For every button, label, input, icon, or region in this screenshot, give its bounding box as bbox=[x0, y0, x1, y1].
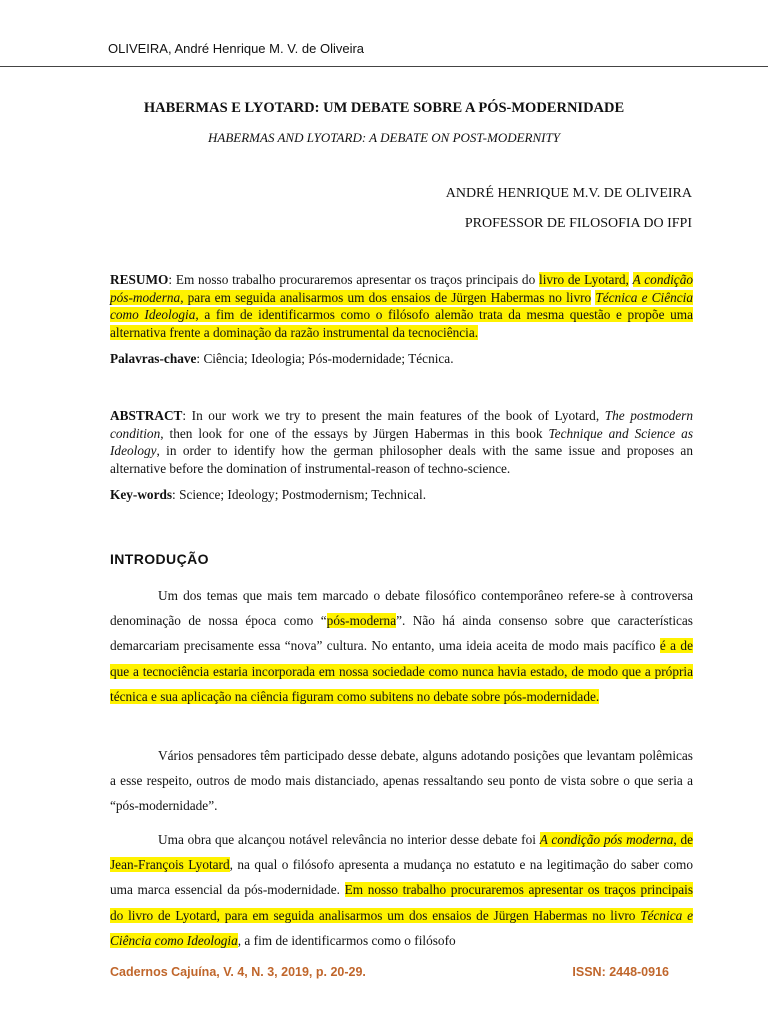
intro-highlight: , de Jean-François Lyotard bbox=[110, 832, 693, 873]
intro-text: , a fim de identificarmos como o filósofo bbox=[237, 932, 456, 948]
author-affiliation: PROFESSOR DE FILOSOFIA DO IFPI bbox=[464, 216, 692, 231]
intro-book-title: Técnica e Ciência como Ideologia bbox=[110, 907, 693, 948]
header-rule bbox=[0, 66, 768, 67]
intro-book-title: A condição pós moderna bbox=[539, 832, 674, 847]
paper-title: HABERMAS E LYOTARD: UM DEBATE SOBRE A PÓS-MODERNIDADE bbox=[143, 100, 625, 116]
resumo-book-title: A condição pós-moderna bbox=[110, 272, 694, 305]
intro-highlight: pós-moderna bbox=[326, 613, 397, 629]
abstract-book-title: The postmodern condition bbox=[110, 408, 694, 441]
intro-text: Uma obra que alcançou notável relevância no interior desse debate foi bbox=[158, 832, 540, 847]
intro-paragraph-1 bbox=[110, 583, 693, 709]
intro-text: Vários pensadores têm participado desse debate, alguns adotando posições que levantam polêmicas a esse respeito, outros de modo mais distanciado, apenas ressaltando seu ponto de vista sobre o que seria a “pós-modernidade”. bbox=[110, 748, 693, 814]
footer-issn: ISSN: 2448-0916 bbox=[572, 965, 669, 979]
footer-journal: Cadernos Cajuína, V. 4, N. 3, 2019, p. 20-29. bbox=[110, 965, 366, 979]
intro-text: , na qual o filósofo apresenta a mudança no estatuto e na legitimação do saber como uma marca essencial da pós-modernidade. bbox=[110, 857, 694, 898]
section-heading-introducao: INTRODUÇÃO bbox=[110, 551, 209, 567]
intro-highlight: Em nosso trabalho procuraremos apresentar os traços principais do livro de Lyotard, para em seguida analisarmos um dos ensaios de Jürgen Habermas no livro bbox=[110, 882, 693, 923]
intro-text: Um dos temas que mais tem marcado o debate filosófico contemporâneo refere-se à controversa denominação de nossa época como “ bbox=[110, 588, 693, 629]
abstract-text: : In our work we try to present the main features of the book of Lyotard, bbox=[182, 408, 605, 423]
resumo-text: : Em nosso trabalho procuraremos apresentar os traços principais do bbox=[168, 272, 539, 287]
resumo-label: RESUMO bbox=[110, 272, 169, 287]
abstract-text: , then look for one of the essays by Jürgen Habermas in this book bbox=[160, 425, 549, 441]
abstract-book-title: Technique and Science as Ideology bbox=[110, 425, 694, 458]
palavras-label: Palavras-chave bbox=[110, 351, 197, 366]
running-head: OLIVEIRA, André Henrique M. V. de Oliveira bbox=[108, 41, 365, 56]
resumo-book-title: Técnica e Ciência como Ideologia bbox=[110, 289, 694, 322]
palavras-text: : Ciência; Ideologia; Pós-modernidade; Técnica. bbox=[196, 351, 454, 366]
resumo-highlight: , a fim de identificarmos como o filósofo alemão trata da mesma questão e propõe uma alternativa frente a dominação da razão instrumental da tecnociência. bbox=[110, 307, 693, 340]
keywords-label: Key-words bbox=[110, 487, 173, 502]
intro-paragraph-2 bbox=[110, 743, 693, 819]
palavras-chave bbox=[110, 351, 454, 367]
intro-paragraph-3 bbox=[110, 827, 693, 953]
paper-subtitle: HABERMAS AND LYOTARD: A DEBATE ON POST-MODERNITY bbox=[208, 130, 560, 145]
resumo-paragraph bbox=[110, 271, 693, 341]
abstract-text: , in order to identify how the german philosopher deals with the same issue and proposes an alternative before the domination of instrumental-reason of techno-science. bbox=[110, 443, 693, 476]
intro-text: ”. Não há ainda consenso sobre que características demarcariam precisamente essa “nova” cultura. No entanto, uma ideia aceita de modo mais pacífico bbox=[110, 613, 693, 654]
intro-highlight: é a de que a tecnociência estaria incorporada em nossa sociedade como nunca havia estado, de modo que a própria técnica e sua aplicação na ciência figuram como subitens no debate sobre pós-modernidade. bbox=[110, 638, 693, 704]
abstract-paragraph bbox=[110, 407, 693, 477]
keywords bbox=[110, 487, 426, 503]
resumo-highlight: , para em seguida analisarmos um dos ensaios de Jürgen Habermas no livro bbox=[180, 289, 592, 305]
resumo-highlight: livro de Lyotard, bbox=[539, 272, 629, 287]
abstract-label: ABSTRACT bbox=[110, 408, 183, 423]
keywords-text: : Science; Ideology; Postmodernism; Technical. bbox=[172, 487, 427, 502]
author-name: ANDRÉ HENRIQUE M.V. DE OLIVEIRA bbox=[445, 186, 692, 201]
